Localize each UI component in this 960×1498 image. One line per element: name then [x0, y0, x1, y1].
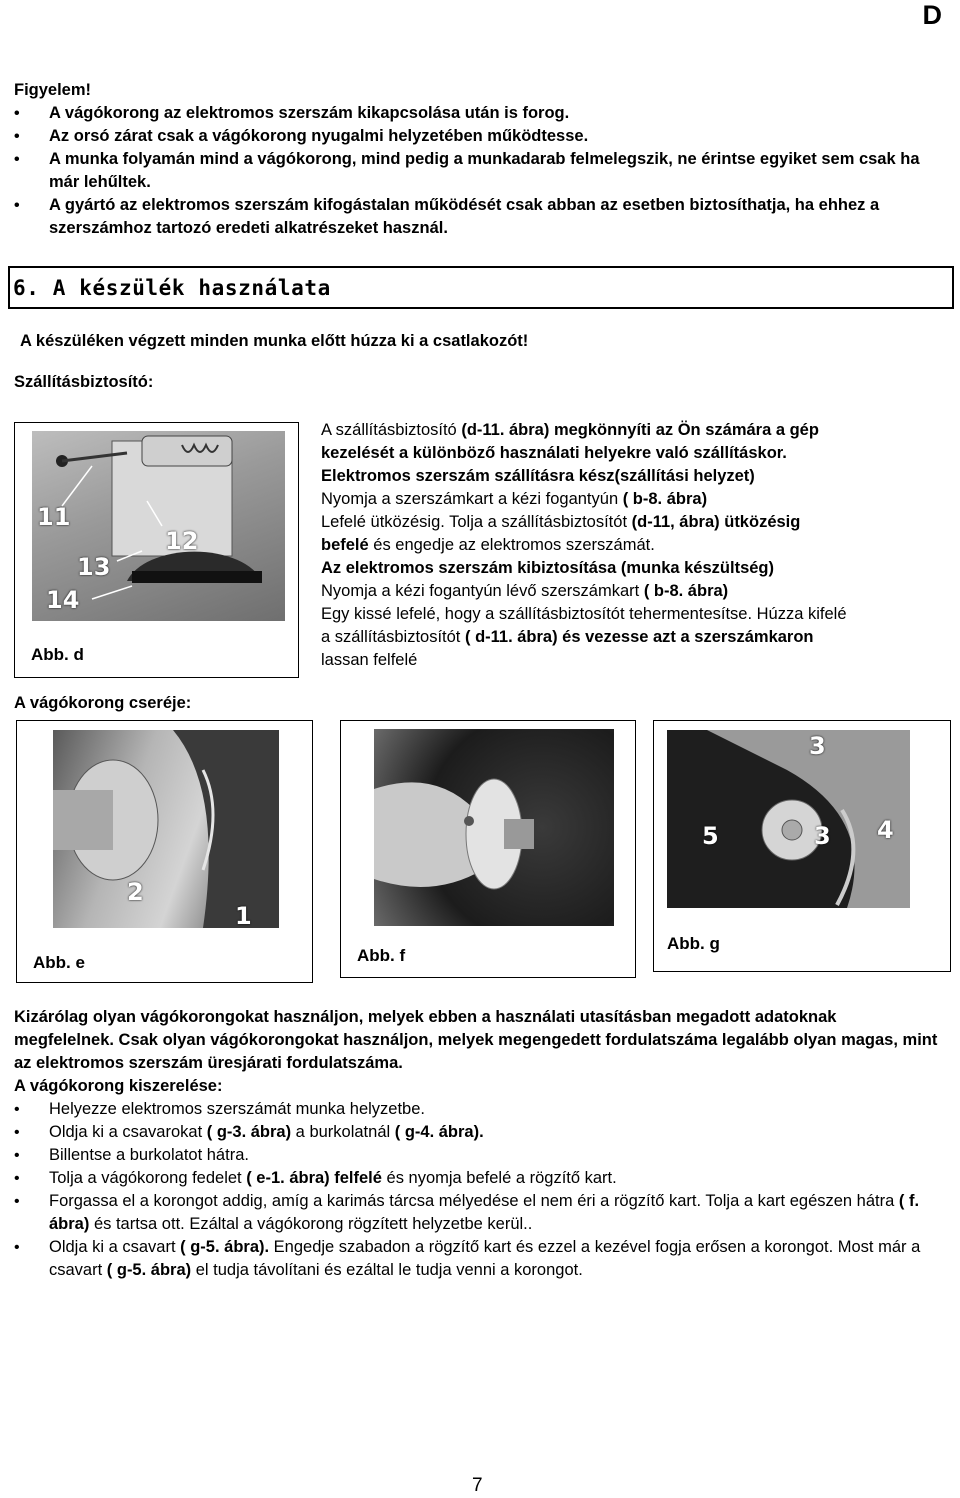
removal-step — [14, 1236, 939, 1282]
removal-heading: A vágókorong kiszerelése: — [14, 1077, 223, 1095]
figure-e-drawing — [53, 730, 279, 928]
step-text: Oldja ki a csavart — [49, 1238, 181, 1256]
step-text: a burkolatnál — [291, 1123, 395, 1141]
step-text-bold: ( f. ábra) — [49, 1192, 920, 1233]
removal-step — [14, 1144, 939, 1167]
warning-list — [14, 102, 944, 240]
paragraph-line — [321, 603, 941, 626]
paragraph-line — [321, 511, 941, 534]
warning-item: • Az orsó zárat csak a vágókorong nyugalmi helyzetében működtesse. — [14, 125, 944, 148]
line-text: a szállításbiztosítót — [321, 628, 465, 646]
figure-g-number: 3 — [814, 822, 831, 850]
line-text-bold: kezelését a különböző használati helyekre való szállításkor. — [321, 444, 787, 462]
removal-step — [14, 1121, 939, 1144]
line-text-bold: (d-11. ábra) megkönnyíti az Ön számára a gép — [461, 421, 819, 439]
transport-paragraph — [321, 419, 941, 672]
removal-step — [14, 1167, 939, 1190]
figure-d-caption: Abb. d — [31, 645, 84, 664]
line-text-bold: Az elektromos szerszám kibiztosítása (munka készültség) — [321, 559, 774, 577]
line-text-bold: befelé — [321, 536, 369, 554]
usage-intro: Kizárólag olyan vágókorongokat használjon, melyek ebben a használati utasításban megadott adatoknak megfelelnek. Csak olyan vágókorongokat használjon, melyek megengedett fordulatszáma legalább olyan magas, mint az elektromos szerszám üresjárati fordulatszáma. — [14, 1008, 938, 1072]
step-text: Engedje szabadon a rögzítő kart és ezzel a kezével fogja erősen a korongot. Most már a csavart — [49, 1238, 921, 1279]
line-text: lassan felfelé — [321, 651, 418, 669]
step-text: Helyezze elektromos szerszámát munka helyzetbe. — [49, 1100, 425, 1118]
line-text-bold: ( b-8. ábra) — [643, 582, 729, 600]
step-text-bold: ( g-4. ábra). — [394, 1123, 484, 1141]
language-marker: D — [922, 0, 942, 30]
line-text-bold: Elektromos szerszám szállításra kész(szállítási helyzet) — [321, 467, 755, 485]
figure-d-photo — [32, 431, 285, 621]
paragraph-line — [321, 488, 941, 511]
figure-d-number: 14 — [46, 586, 80, 614]
warning-item: • A vágókorong az elektromos szerszám kikapcsolása után is forog. — [14, 102, 944, 125]
paragraph-line — [321, 419, 941, 442]
paragraph-line — [321, 557, 941, 580]
line-text: Lefelé ütközésig. Tolja a szállításbiztosítót — [321, 513, 632, 531]
line-text-bold: ( b-8. ábra) — [622, 490, 708, 508]
removal-step — [14, 1098, 939, 1121]
step-text: Forgassa el a korongot addig, amíg a karimás tárcsa mélyedése el nem éri a rögzítő kart. Tolja a kart egészen hátra — [49, 1192, 899, 1210]
figure-g-frame — [653, 720, 951, 972]
paragraph-line — [321, 534, 941, 557]
figure-d-frame — [14, 422, 299, 678]
section-title: 6. A készülék használata — [13, 276, 331, 300]
figure-g-caption: Abb. g — [667, 934, 720, 953]
figure-f-drawing — [374, 729, 614, 926]
removal-step — [14, 1190, 939, 1236]
figure-d-number: 13 — [77, 553, 111, 581]
figure-e-frame — [16, 720, 313, 983]
transport-heading: Szállításbiztosító: — [14, 373, 154, 391]
figure-f-photo — [374, 729, 614, 926]
step-text-bold: ( e-1. ábra) felfelé — [246, 1169, 382, 1187]
paragraph-line — [321, 465, 941, 488]
step-text: Oldja ki a csavarokat — [49, 1123, 207, 1141]
figure-e-photo — [53, 730, 279, 928]
warning-title: Figyelem! — [14, 81, 92, 99]
figure-g-drawing — [667, 730, 910, 908]
step-text: Billentse a burkolatot hátra. — [49, 1146, 249, 1164]
step-text-bold: ( g-5. ábra) — [106, 1261, 192, 1279]
line-text: és engedje az elektromos szerszámát. — [368, 536, 655, 554]
step-text: Tolja a vágókorong fedelet — [49, 1169, 247, 1187]
figure-g-number: 5 — [702, 822, 719, 850]
line-text-bold: (d-11, ábra) ütközésig — [631, 513, 801, 531]
figure-d-number: 11 — [37, 503, 71, 531]
figure-g-number: 4 — [877, 816, 894, 844]
line-text: Nyomja a kézi fogantyún lévő szerszámkart — [321, 582, 644, 600]
paragraph-line — [321, 649, 941, 672]
line-text: Nyomja a szerszámkart a kézi fogantyún — [321, 490, 623, 508]
figure-e-number: 1 — [235, 902, 252, 928]
paragraph-line — [321, 626, 941, 649]
figure-e-number: 2 — [127, 878, 144, 906]
warning-item: • A munka folyamán mind a vágókorong, mind pedig a munkadarab felmelegszik, ne érintse egyiket sem csak ha már lehűltek. — [14, 148, 944, 194]
step-text: és tartsa ott. Ezáltal a vágókorong rögzített helyzetbe kerül.. — [89, 1215, 533, 1233]
figure-d-number: 12 — [165, 527, 199, 555]
removal-steps-list — [14, 1098, 939, 1282]
figure-g-number: 3 — [809, 732, 826, 760]
step-text: el tudja távolítani és ezáltal le tudja venni a korongot. — [191, 1261, 583, 1279]
wheel-change-heading: A vágókorong cseréje: — [14, 694, 192, 712]
line-text-bold: ( d-11. ábra) és vezesse azt a szerszámkaron — [464, 628, 814, 646]
figure-f-frame — [340, 720, 636, 978]
warning-item: • A gyártó az elektromos szerszám kifogástalan működését csak abban az esetben biztosíthatja, ha ehhez a szerszámhoz tartozó eredeti alkatrészeket használ. — [14, 194, 944, 240]
step-text-bold: ( g-3. ábra) — [206, 1123, 292, 1141]
step-text-bold: ( g-5. ábra). — [180, 1238, 270, 1256]
line-text: A szállításbiztosító — [321, 421, 462, 439]
paragraph-line — [321, 580, 941, 603]
paragraph-line — [321, 442, 941, 465]
page-number: 7 — [472, 1475, 483, 1496]
safety-notice: A készüléken végzett minden munka előtt húzza ki a csatlakozót! — [20, 332, 529, 350]
step-text: és nyomja befelé a rögzítő kart. — [381, 1169, 617, 1187]
figure-e-caption: Abb. e — [33, 953, 85, 972]
figure-f-caption: Abb. f — [357, 946, 406, 965]
line-text: Egy kissé lefelé, hogy a szállításbiztosítót tehermentesítse. Húzza kifelé — [321, 605, 847, 623]
figure-g-photo — [667, 730, 910, 908]
